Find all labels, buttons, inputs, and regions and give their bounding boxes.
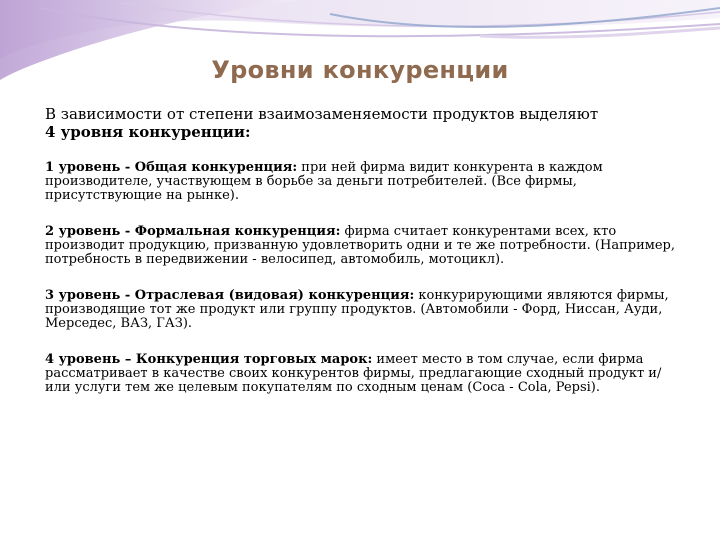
- level-label: 4 уровень – Конкуренция торговых марок:: [45, 352, 373, 367]
- intro-paragraph: [45, 105, 675, 141]
- header-swoosh-decoration: [0, 0, 720, 100]
- level-description: фирма считает конкурентами всех, кто производит продукцию, призванную удовлетворить одни и те же потребности. (Например, потребность в передвижении - велосипед, автомобиль, мотоцикл).: [45, 224, 675, 267]
- level-description: имеет место в том случае, если фирма рассматривает в качестве своих конкурентов фирмы, предлагающие сходный продукт и/или услуги тем же целевым покупателям по сходным ценам (Coca - Cola, Pepsi).: [45, 352, 662, 395]
- slide-title: Уровни конкуренции: [211, 56, 509, 84]
- level-description: при ней фирма видит конкурента в каждом производителе, участвующем в борьбе за деньги потребителей. (Все фирмы, присутствующие на рынке).: [45, 160, 603, 203]
- level-item: [45, 161, 675, 203]
- level-description: конкурирующими являются фирмы, производящие тот же продукт или группу продуктов. (Автомобили - Форд, Ниссан, Ауди, Мерседес, ВАЗ, ГАЗ).: [45, 288, 669, 331]
- slide-content: [45, 105, 675, 417]
- level-item: [45, 225, 675, 267]
- intro-text: В зависимости от степени взаимозаменяемости продуктов выделяют: [45, 105, 599, 123]
- level-label: 2 уровень - Формальная конкуренция:: [45, 224, 341, 239]
- level-item: [45, 289, 675, 331]
- level-item: [45, 353, 675, 395]
- level-label: 1 уровень - Общая конкуренция:: [45, 160, 298, 175]
- level-label: 3 уровень - Отраслевая (видовая) конкуренция:: [45, 288, 415, 303]
- intro-emphasis: 4 уровня конкуренции:: [45, 123, 251, 141]
